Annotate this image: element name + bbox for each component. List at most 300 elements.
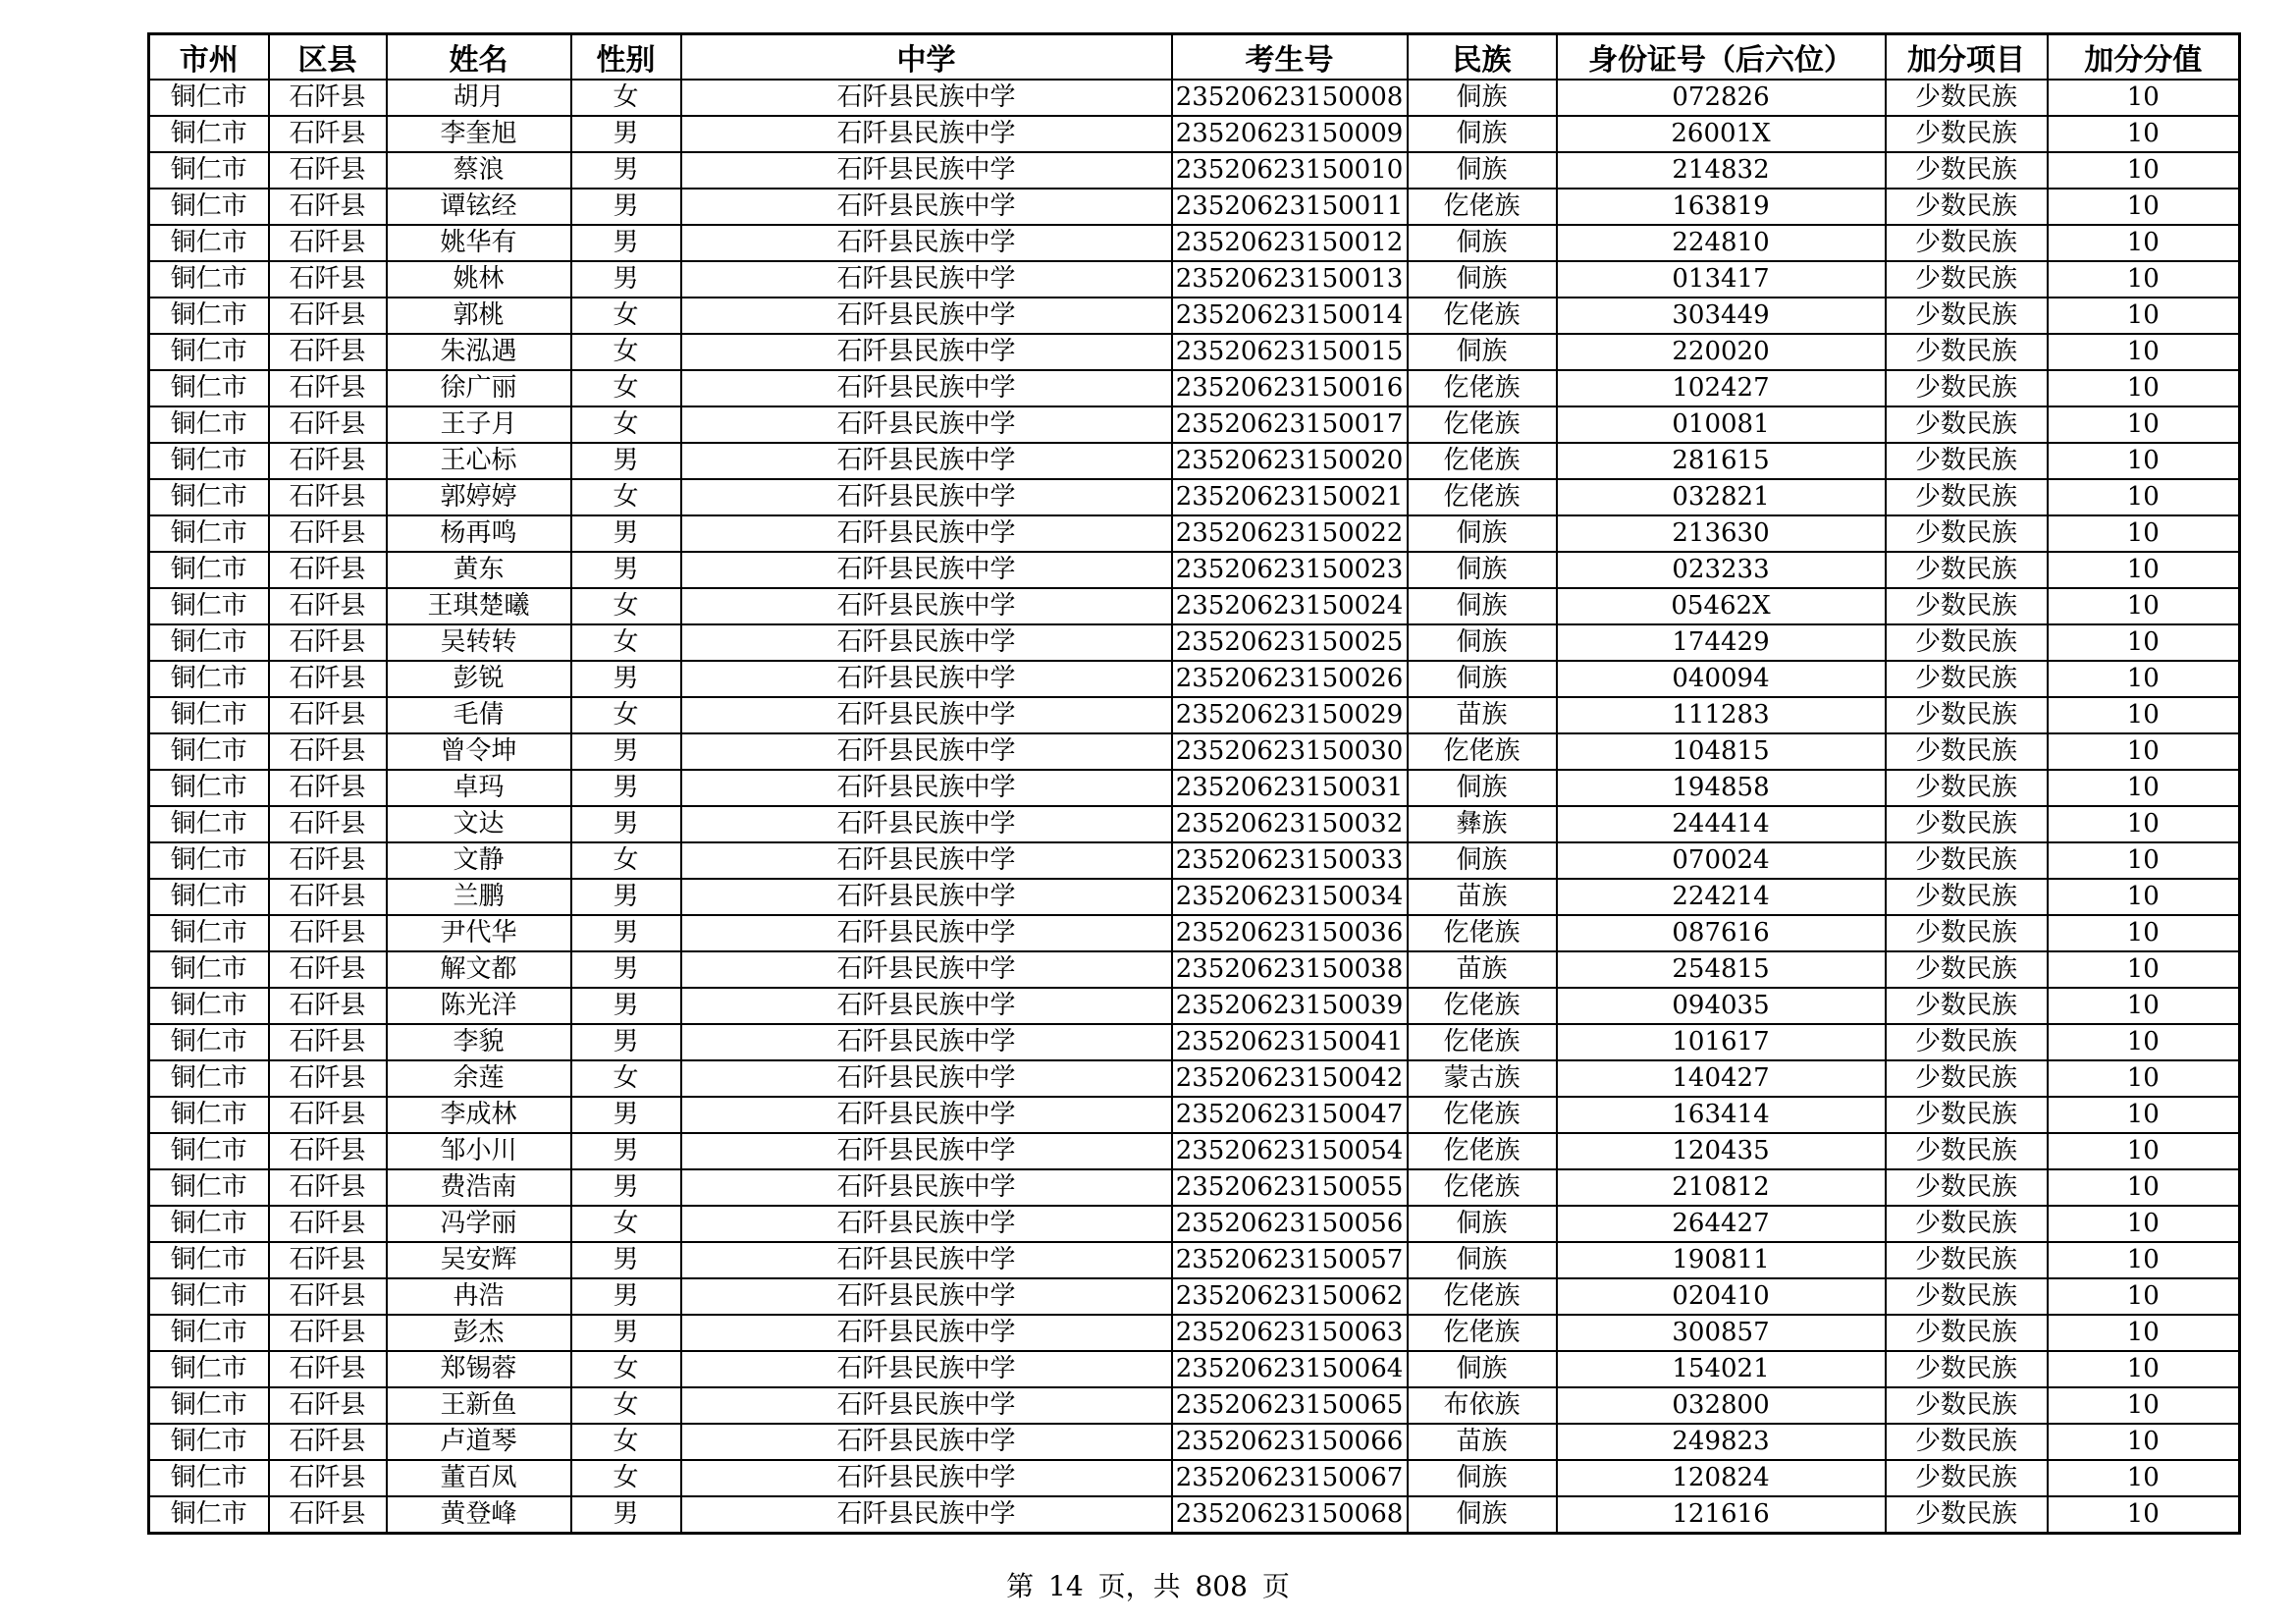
cell-exam-number: 23520623150011 [1172, 189, 1408, 225]
cell-county: 石阡县 [269, 697, 387, 733]
cell-name: 蔡浪 [387, 152, 571, 189]
cell-bonus-value: 10 [2048, 806, 2240, 842]
cell-bonus-value: 10 [2048, 406, 2240, 443]
cell-bonus-value: 10 [2048, 1206, 2240, 1242]
table-body [149, 80, 2240, 1534]
table-row [149, 915, 2240, 951]
cell-ethnicity: 仡佬族 [1408, 406, 1557, 443]
cell-exam-number: 23520623150026 [1172, 661, 1408, 697]
cell-bonus-item: 少数民族 [1886, 152, 2048, 189]
cell-bonus-value: 10 [2048, 370, 2240, 406]
cell-exam-number: 23520623150010 [1172, 152, 1408, 189]
cell-gender: 男 [571, 951, 681, 988]
cell-ethnicity: 仡佬族 [1408, 1133, 1557, 1169]
cell-county: 石阡县 [269, 1278, 387, 1315]
cell-gender: 男 [571, 988, 681, 1024]
table-row [149, 697, 2240, 733]
cell-name: 毛倩 [387, 697, 571, 733]
table-row [149, 1024, 2240, 1060]
cell-ethnicity: 仡佬族 [1408, 1169, 1557, 1206]
cell-county: 石阡县 [269, 1351, 387, 1387]
cell-ethnicity: 侗族 [1408, 624, 1557, 661]
cell-exam-number: 23520623150016 [1172, 370, 1408, 406]
cell-county: 石阡县 [269, 552, 387, 588]
cell-bonus-item: 少数民族 [1886, 1060, 2048, 1097]
cell-exam-number: 23520623150054 [1172, 1133, 1408, 1169]
cell-ethnicity: 侗族 [1408, 225, 1557, 261]
cell-school: 石阡县民族中学 [681, 515, 1172, 552]
table-row [149, 189, 2240, 225]
cell-bonus-value: 10 [2048, 1424, 2240, 1460]
cell-ethnicity: 仡佬族 [1408, 370, 1557, 406]
cell-city: 铜仁市 [149, 951, 269, 988]
col-header-name: 姓名 [387, 34, 571, 81]
cell-county: 石阡县 [269, 624, 387, 661]
cell-name: 王心标 [387, 443, 571, 479]
cell-ethnicity: 侗族 [1408, 552, 1557, 588]
cell-school: 石阡县民族中学 [681, 1351, 1172, 1387]
cell-county: 石阡县 [269, 370, 387, 406]
cell-gender: 女 [571, 370, 681, 406]
table-row [149, 1496, 2240, 1534]
cell-county: 石阡县 [269, 1387, 387, 1424]
cell-school: 石阡县民族中学 [681, 552, 1172, 588]
table-row [149, 951, 2240, 988]
cell-id-last-six: 244414 [1557, 806, 1886, 842]
cell-city: 铜仁市 [149, 915, 269, 951]
cell-bonus-item: 少数民族 [1886, 1097, 2048, 1133]
table-row [149, 552, 2240, 588]
cell-bonus-item: 少数民族 [1886, 1242, 2048, 1278]
cell-exam-number: 23520623150036 [1172, 915, 1408, 951]
cell-county: 石阡县 [269, 1169, 387, 1206]
cell-city: 铜仁市 [149, 406, 269, 443]
cell-id-last-six: 281615 [1557, 443, 1886, 479]
cell-bonus-value: 10 [2048, 1169, 2240, 1206]
cell-exam-number: 23520623150012 [1172, 225, 1408, 261]
cell-gender: 女 [571, 1387, 681, 1424]
cell-gender: 男 [571, 261, 681, 298]
cell-name: 彭杰 [387, 1315, 571, 1351]
cell-county: 石阡县 [269, 443, 387, 479]
cell-county: 石阡县 [269, 1024, 387, 1060]
cell-county: 石阡县 [269, 806, 387, 842]
cell-name: 李奎旭 [387, 116, 571, 152]
cell-school: 石阡县民族中学 [681, 1278, 1172, 1315]
cell-id-last-six: 094035 [1557, 988, 1886, 1024]
cell-bonus-value: 10 [2048, 1133, 2240, 1169]
cell-county: 石阡县 [269, 588, 387, 624]
cell-bonus-item: 少数民族 [1886, 879, 2048, 915]
cell-county: 石阡县 [269, 1242, 387, 1278]
cell-bonus-item: 少数民族 [1886, 261, 2048, 298]
cell-exam-number: 23520623150034 [1172, 879, 1408, 915]
cell-city: 铜仁市 [149, 661, 269, 697]
cell-bonus-item: 少数民族 [1886, 1278, 2048, 1315]
cell-name: 李貌 [387, 1024, 571, 1060]
cell-gender: 女 [571, 1351, 681, 1387]
cell-county: 石阡县 [269, 1496, 387, 1534]
cell-city: 铜仁市 [149, 152, 269, 189]
cell-gender: 男 [571, 1097, 681, 1133]
cell-bonus-item: 少数民族 [1886, 1496, 2048, 1534]
cell-school: 石阡县民族中学 [681, 1024, 1172, 1060]
cell-bonus-item: 少数民族 [1886, 443, 2048, 479]
cell-gender: 男 [571, 661, 681, 697]
cell-exam-number: 23520623150057 [1172, 1242, 1408, 1278]
cell-school: 石阡县民族中学 [681, 879, 1172, 915]
cell-school: 石阡县民族中学 [681, 1315, 1172, 1351]
cell-name: 彭锐 [387, 661, 571, 697]
cell-ethnicity: 仡佬族 [1408, 1315, 1557, 1351]
table-row [149, 806, 2240, 842]
cell-name: 姚林 [387, 261, 571, 298]
cell-bonus-value: 10 [2048, 1060, 2240, 1097]
cell-ethnicity: 苗族 [1408, 697, 1557, 733]
cell-gender: 女 [571, 298, 681, 334]
cell-county: 石阡县 [269, 661, 387, 697]
table-row [149, 479, 2240, 515]
cell-exam-number: 23520623150008 [1172, 80, 1408, 116]
cell-county: 石阡县 [269, 988, 387, 1024]
cell-city: 铜仁市 [149, 1133, 269, 1169]
cell-ethnicity: 侗族 [1408, 334, 1557, 370]
cell-name: 吴安辉 [387, 1242, 571, 1278]
cell-bonus-item: 少数民族 [1886, 1315, 2048, 1351]
bonus-points-table [147, 32, 2241, 1535]
cell-county: 石阡县 [269, 915, 387, 951]
cell-name: 曾令坤 [387, 733, 571, 770]
cell-county: 石阡县 [269, 479, 387, 515]
cell-school: 石阡县民族中学 [681, 770, 1172, 806]
cell-exam-number: 23520623150063 [1172, 1315, 1408, 1351]
cell-county: 石阡县 [269, 1133, 387, 1169]
cell-exam-number: 23520623150055 [1172, 1169, 1408, 1206]
cell-id-last-six: 140427 [1557, 1060, 1886, 1097]
cell-city: 铜仁市 [149, 842, 269, 879]
cell-name: 徐广丽 [387, 370, 571, 406]
cell-city: 铜仁市 [149, 443, 269, 479]
cell-county: 石阡县 [269, 116, 387, 152]
cell-school: 石阡县民族中学 [681, 225, 1172, 261]
table-row [149, 1351, 2240, 1387]
cell-bonus-value: 10 [2048, 1278, 2240, 1315]
cell-id-last-six: 05462X [1557, 588, 1886, 624]
cell-bonus-value: 10 [2048, 842, 2240, 879]
cell-school: 石阡县民族中学 [681, 116, 1172, 152]
table-row [149, 80, 2240, 116]
cell-bonus-item: 少数民族 [1886, 334, 2048, 370]
cell-bonus-value: 10 [2048, 1460, 2240, 1496]
cell-city: 铜仁市 [149, 479, 269, 515]
cell-ethnicity: 侗族 [1408, 661, 1557, 697]
page-footer: 第 14 页，共 808 页 [1006, 1570, 1290, 1602]
cell-gender: 男 [571, 189, 681, 225]
cell-school: 石阡县民族中学 [681, 661, 1172, 697]
cell-ethnicity: 仡佬族 [1408, 733, 1557, 770]
cell-name: 王子月 [387, 406, 571, 443]
cell-exam-number: 23520623150020 [1172, 443, 1408, 479]
cell-bonus-item: 少数民族 [1886, 80, 2048, 116]
cell-gender: 女 [571, 842, 681, 879]
cell-gender: 女 [571, 588, 681, 624]
cell-id-last-six: 264427 [1557, 1206, 1886, 1242]
cell-school: 石阡县民族中学 [681, 152, 1172, 189]
cell-bonus-value: 10 [2048, 80, 2240, 116]
cell-city: 铜仁市 [149, 1315, 269, 1351]
table-row [149, 661, 2240, 697]
cell-bonus-item: 少数民族 [1886, 116, 2048, 152]
cell-city: 铜仁市 [149, 298, 269, 334]
cell-bonus-item: 少数民族 [1886, 588, 2048, 624]
table-row [149, 1242, 2240, 1278]
cell-bonus-item: 少数民族 [1886, 1206, 2048, 1242]
cell-county: 石阡县 [269, 298, 387, 334]
cell-id-last-six: 032800 [1557, 1387, 1886, 1424]
cell-ethnicity: 苗族 [1408, 951, 1557, 988]
cell-id-last-six: 214832 [1557, 152, 1886, 189]
cell-city: 铜仁市 [149, 733, 269, 770]
cell-county: 石阡县 [269, 1206, 387, 1242]
cell-exam-number: 23520623150039 [1172, 988, 1408, 1024]
cell-exam-number: 23520623150030 [1172, 733, 1408, 770]
cell-school: 石阡县民族中学 [681, 842, 1172, 879]
cell-city: 铜仁市 [149, 515, 269, 552]
cell-bonus-item: 少数民族 [1886, 1387, 2048, 1424]
cell-ethnicity: 侗族 [1408, 1496, 1557, 1534]
cell-bonus-item: 少数民族 [1886, 1460, 2048, 1496]
col-header-county: 区县 [269, 34, 387, 81]
cell-city: 铜仁市 [149, 1351, 269, 1387]
cell-school: 石阡县民族中学 [681, 624, 1172, 661]
cell-school: 石阡县民族中学 [681, 697, 1172, 733]
table-row [149, 588, 2240, 624]
table-row [149, 334, 2240, 370]
cell-school: 石阡县民族中学 [681, 443, 1172, 479]
cell-name: 解文都 [387, 951, 571, 988]
cell-bonus-item: 少数民族 [1886, 697, 2048, 733]
table-row [149, 1133, 2240, 1169]
col-header-city: 市州 [149, 34, 269, 81]
cell-id-last-six: 120435 [1557, 1133, 1886, 1169]
cell-school: 石阡县民族中学 [681, 1496, 1172, 1534]
cell-exam-number: 23520623150023 [1172, 552, 1408, 588]
cell-name: 文达 [387, 806, 571, 842]
cell-id-last-six: 070024 [1557, 842, 1886, 879]
table-row [149, 1097, 2240, 1133]
cell-exam-number: 23520623150068 [1172, 1496, 1408, 1534]
cell-bonus-item: 少数民族 [1886, 1024, 2048, 1060]
cell-county: 石阡县 [269, 1460, 387, 1496]
cell-city: 铜仁市 [149, 80, 269, 116]
cell-gender: 男 [571, 515, 681, 552]
cell-bonus-value: 10 [2048, 334, 2240, 370]
cell-ethnicity: 侗族 [1408, 515, 1557, 552]
cell-id-last-six: 104815 [1557, 733, 1886, 770]
cell-id-last-six: 163819 [1557, 189, 1886, 225]
cell-bonus-value: 10 [2048, 1242, 2240, 1278]
cell-id-last-six: 111283 [1557, 697, 1886, 733]
cell-bonus-value: 10 [2048, 479, 2240, 515]
table-row [149, 770, 2240, 806]
cell-name: 黄登峰 [387, 1496, 571, 1534]
cell-exam-number: 23520623150065 [1172, 1387, 1408, 1424]
cell-name: 冯学丽 [387, 1206, 571, 1242]
cell-exam-number: 23520623150009 [1172, 116, 1408, 152]
cell-bonus-value: 10 [2048, 661, 2240, 697]
col-header-school: 中学 [681, 34, 1172, 81]
cell-ethnicity: 侗族 [1408, 1460, 1557, 1496]
cell-id-last-six: 220020 [1557, 334, 1886, 370]
cell-school: 石阡县民族中学 [681, 334, 1172, 370]
table-row [149, 1169, 2240, 1206]
cell-school: 石阡县民族中学 [681, 298, 1172, 334]
col-header-id-last-six: 身份证号（后六位） [1557, 34, 1886, 81]
cell-city: 铜仁市 [149, 1460, 269, 1496]
cell-id-last-six: 087616 [1557, 915, 1886, 951]
cell-exam-number: 23520623150062 [1172, 1278, 1408, 1315]
cell-gender: 男 [571, 1242, 681, 1278]
cell-ethnicity: 侗族 [1408, 1351, 1557, 1387]
cell-exam-number: 23520623150014 [1172, 298, 1408, 334]
cell-ethnicity: 侗族 [1408, 842, 1557, 879]
cell-exam-number: 23520623150067 [1172, 1460, 1408, 1496]
cell-id-last-six: 120824 [1557, 1460, 1886, 1496]
cell-ethnicity: 仡佬族 [1408, 1024, 1557, 1060]
cell-bonus-value: 10 [2048, 443, 2240, 479]
cell-name: 兰鹏 [387, 879, 571, 915]
cell-gender: 女 [571, 1206, 681, 1242]
cell-city: 铜仁市 [149, 1242, 269, 1278]
cell-name: 陈光洋 [387, 988, 571, 1024]
cell-name: 黄东 [387, 552, 571, 588]
cell-id-last-six: 224214 [1557, 879, 1886, 915]
cell-id-last-six: 249823 [1557, 1424, 1886, 1460]
cell-name: 冉浩 [387, 1278, 571, 1315]
cell-gender: 女 [571, 624, 681, 661]
cell-exam-number: 23520623150047 [1172, 1097, 1408, 1133]
cell-bonus-item: 少数民族 [1886, 770, 2048, 806]
cell-bonus-value: 10 [2048, 915, 2240, 951]
cell-id-last-six: 254815 [1557, 951, 1886, 988]
cell-exam-number: 23520623150025 [1172, 624, 1408, 661]
cell-school: 石阡县民族中学 [681, 951, 1172, 988]
cell-bonus-item: 少数民族 [1886, 733, 2048, 770]
cell-city: 铜仁市 [149, 697, 269, 733]
col-header-ethnicity: 民族 [1408, 34, 1557, 81]
table-row [149, 624, 2240, 661]
cell-bonus-value: 10 [2048, 1496, 2240, 1534]
cell-bonus-value: 10 [2048, 988, 2240, 1024]
col-header-gender: 性别 [571, 34, 681, 81]
cell-exam-number: 23520623150015 [1172, 334, 1408, 370]
table-row [149, 261, 2240, 298]
cell-bonus-item: 少数民族 [1886, 1351, 2048, 1387]
cell-school: 石阡县民族中学 [681, 370, 1172, 406]
cell-gender: 男 [571, 806, 681, 842]
cell-county: 石阡县 [269, 515, 387, 552]
cell-school: 石阡县民族中学 [681, 406, 1172, 443]
cell-gender: 女 [571, 1060, 681, 1097]
cell-bonus-item: 少数民族 [1886, 624, 2048, 661]
cell-id-last-six: 174429 [1557, 624, 1886, 661]
cell-name: 董百凤 [387, 1460, 571, 1496]
cell-county: 石阡县 [269, 879, 387, 915]
cell-id-last-six: 210812 [1557, 1169, 1886, 1206]
cell-school: 石阡县民族中学 [681, 1387, 1172, 1424]
cell-bonus-item: 少数民族 [1886, 915, 2048, 951]
cell-ethnicity: 侗族 [1408, 80, 1557, 116]
cell-city: 铜仁市 [149, 189, 269, 225]
cell-name: 郑锡蓉 [387, 1351, 571, 1387]
cell-exam-number: 23520623150033 [1172, 842, 1408, 879]
cell-bonus-item: 少数民族 [1886, 842, 2048, 879]
cell-county: 石阡县 [269, 225, 387, 261]
cell-ethnicity: 仡佬族 [1408, 298, 1557, 334]
cell-name: 文静 [387, 842, 571, 879]
cell-exam-number: 23520623150038 [1172, 951, 1408, 988]
cell-city: 铜仁市 [149, 1496, 269, 1534]
cell-bonus-value: 10 [2048, 1351, 2240, 1387]
cell-gender: 男 [571, 116, 681, 152]
cell-county: 石阡县 [269, 951, 387, 988]
cell-school: 石阡县民族中学 [681, 1424, 1172, 1460]
cell-id-last-six: 121616 [1557, 1496, 1886, 1534]
cell-name: 杨再鸣 [387, 515, 571, 552]
cell-school: 石阡县民族中学 [681, 1206, 1172, 1242]
cell-ethnicity: 侗族 [1408, 1206, 1557, 1242]
cell-gender: 女 [571, 1460, 681, 1496]
cell-bonus-value: 10 [2048, 261, 2240, 298]
cell-ethnicity: 布依族 [1408, 1387, 1557, 1424]
cell-gender: 男 [571, 1169, 681, 1206]
cell-bonus-value: 10 [2048, 697, 2240, 733]
cell-city: 铜仁市 [149, 334, 269, 370]
cell-name: 姚华有 [387, 225, 571, 261]
cell-bonus-item: 少数民族 [1886, 479, 2048, 515]
cell-ethnicity: 仡佬族 [1408, 988, 1557, 1024]
cell-city: 铜仁市 [149, 261, 269, 298]
cell-ethnicity: 彝族 [1408, 806, 1557, 842]
table-row [149, 733, 2240, 770]
cell-city: 铜仁市 [149, 988, 269, 1024]
cell-county: 石阡县 [269, 189, 387, 225]
cell-county: 石阡县 [269, 261, 387, 298]
cell-id-last-six: 040094 [1557, 661, 1886, 697]
cell-school: 石阡县民族中学 [681, 80, 1172, 116]
cell-exam-number: 23520623150029 [1172, 697, 1408, 733]
cell-school: 石阡县民族中学 [681, 1060, 1172, 1097]
cell-gender: 男 [571, 1133, 681, 1169]
table-row [149, 1460, 2240, 1496]
cell-id-last-six: 013417 [1557, 261, 1886, 298]
cell-city: 铜仁市 [149, 1387, 269, 1424]
table-row [149, 1278, 2240, 1315]
cell-id-last-six: 020410 [1557, 1278, 1886, 1315]
cell-ethnicity: 仡佬族 [1408, 915, 1557, 951]
cell-bonus-value: 10 [2048, 116, 2240, 152]
cell-bonus-value: 10 [2048, 152, 2240, 189]
cell-city: 铜仁市 [149, 1097, 269, 1133]
table-row [149, 842, 2240, 879]
cell-gender: 男 [571, 879, 681, 915]
cell-ethnicity: 苗族 [1408, 1424, 1557, 1460]
cell-id-last-six: 102427 [1557, 370, 1886, 406]
cell-gender: 女 [571, 697, 681, 733]
cell-city: 铜仁市 [149, 1278, 269, 1315]
header-row [149, 34, 2240, 81]
cell-city: 铜仁市 [149, 1206, 269, 1242]
